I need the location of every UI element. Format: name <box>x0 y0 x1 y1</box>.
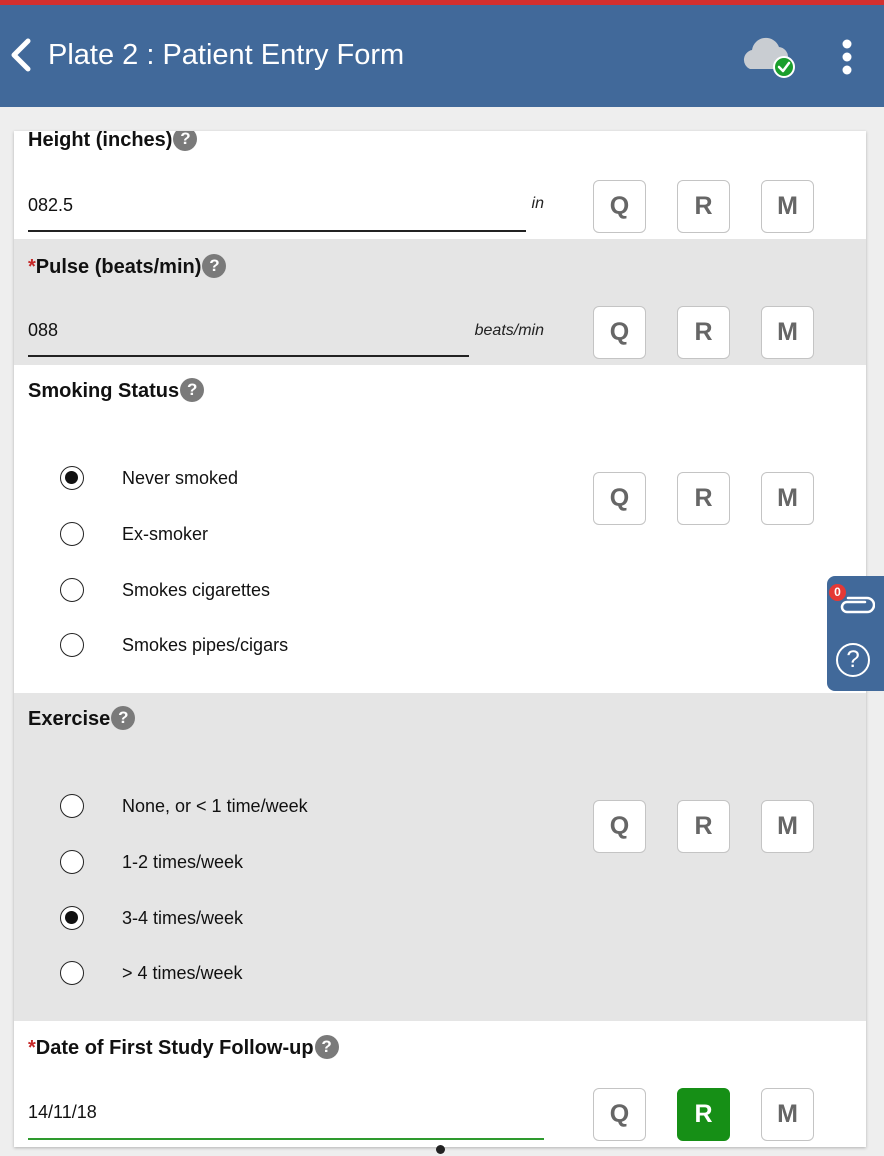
pulse-underline <box>28 355 469 357</box>
pulse-missing-button[interactable]: M <box>761 306 814 359</box>
pulse-label: *Pulse (beats/min) ? <box>28 254 226 280</box>
help-icon[interactable]: ? <box>180 378 204 402</box>
pulse-input-field[interactable] <box>28 312 469 357</box>
followup-underline <box>28 1138 544 1140</box>
exercise-option-none[interactable] <box>14 786 574 826</box>
height-reason-button[interactable]: R <box>677 180 730 233</box>
back-chevron-icon[interactable] <box>6 35 38 75</box>
exercise-option-1-2[interactable] <box>14 842 574 882</box>
help-circle-icon[interactable]: ? <box>836 643 870 677</box>
followup-date-input[interactable] <box>28 1094 544 1130</box>
scroll-indicator <box>436 1145 445 1154</box>
smoking-option-ex[interactable] <box>14 514 574 554</box>
radio-button[interactable] <box>60 850 84 874</box>
smoking-query-button[interactable]: Q <box>593 472 646 525</box>
radio-label: > 4 times/week <box>122 963 243 983</box>
page-title: Plate 2 : Patient Entry Form <box>48 39 405 71</box>
radio-label: Ex-smoker <box>122 524 209 544</box>
exercise-row <box>14 693 866 1021</box>
help-icon[interactable]: ? <box>202 254 226 278</box>
radio-button-selected[interactable] <box>60 466 84 490</box>
height-query-button[interactable]: Q <box>593 180 646 233</box>
attachment-count-badge: 0 <box>829 584 846 601</box>
height-missing-button[interactable]: M <box>761 180 814 233</box>
smoking-option-pipes[interactable] <box>14 625 574 665</box>
height-unit: in <box>531 195 544 212</box>
pulse-unit: beats/min <box>474 322 544 339</box>
exercise-query-button[interactable]: Q <box>593 800 646 853</box>
radio-button[interactable] <box>60 961 84 985</box>
radio-button[interactable] <box>60 578 84 602</box>
followup-date-field[interactable] <box>28 1094 544 1140</box>
radio-label: Smokes cigarettes <box>122 580 271 600</box>
smoking-missing-button[interactable]: M <box>761 472 814 525</box>
pulse-input[interactable] <box>28 312 469 348</box>
cloud-sync-icon[interactable] <box>738 33 800 81</box>
exercise-missing-button[interactable]: M <box>761 800 814 853</box>
followup-reason-button-active[interactable]: R <box>677 1088 730 1141</box>
help-icon[interactable]: ? <box>111 706 135 730</box>
followup-missing-button[interactable]: M <box>761 1088 814 1141</box>
exercise-reason-button[interactable]: R <box>677 800 730 853</box>
required-mark: * <box>28 1037 36 1059</box>
height-input[interactable] <box>28 187 526 223</box>
required-mark: * <box>28 256 36 278</box>
radio-button-selected[interactable] <box>60 906 84 930</box>
smoking-option-never[interactable] <box>14 458 574 498</box>
radio-label: 1-2 times/week <box>122 852 244 872</box>
height-label: Height (inches) ? <box>28 131 197 153</box>
smoking-option-cigarettes[interactable] <box>14 570 574 610</box>
followup-label: *Date of First Study Follow-up ? <box>28 1035 339 1061</box>
help-icon[interactable]: ? <box>173 131 197 151</box>
pulse-query-button[interactable]: Q <box>593 306 646 359</box>
height-row <box>14 131 866 239</box>
help-icon[interactable]: ? <box>315 1035 339 1059</box>
exercise-option-4-plus[interactable] <box>14 953 574 993</box>
more-vert-icon[interactable] <box>834 35 860 81</box>
height-underline <box>28 230 526 232</box>
radio-label: None, or < 1 time/week <box>122 796 308 816</box>
radio-label: Smokes pipes/cigars <box>122 635 289 655</box>
smoking-reason-button[interactable]: R <box>677 472 730 525</box>
smoking-label: Smoking Status ? <box>28 378 204 404</box>
radio-button[interactable] <box>60 794 84 818</box>
pulse-reason-button[interactable]: R <box>677 306 730 359</box>
form-card <box>14 131 866 1147</box>
height-input-field[interactable] <box>28 187 526 232</box>
app-header <box>0 5 884 107</box>
side-tools-tab <box>827 576 884 691</box>
pulse-row <box>14 239 866 365</box>
smoking-row <box>14 365 866 693</box>
followup-row <box>14 1021 866 1147</box>
radio-button[interactable] <box>60 522 84 546</box>
radio-label: 3-4 times/week <box>122 908 244 928</box>
followup-query-button[interactable]: Q <box>593 1088 646 1141</box>
radio-label: Never smoked <box>122 468 239 488</box>
radio-button[interactable] <box>60 633 84 657</box>
exercise-label: Exercise ? <box>28 706 135 732</box>
exercise-option-3-4[interactable] <box>14 898 574 938</box>
